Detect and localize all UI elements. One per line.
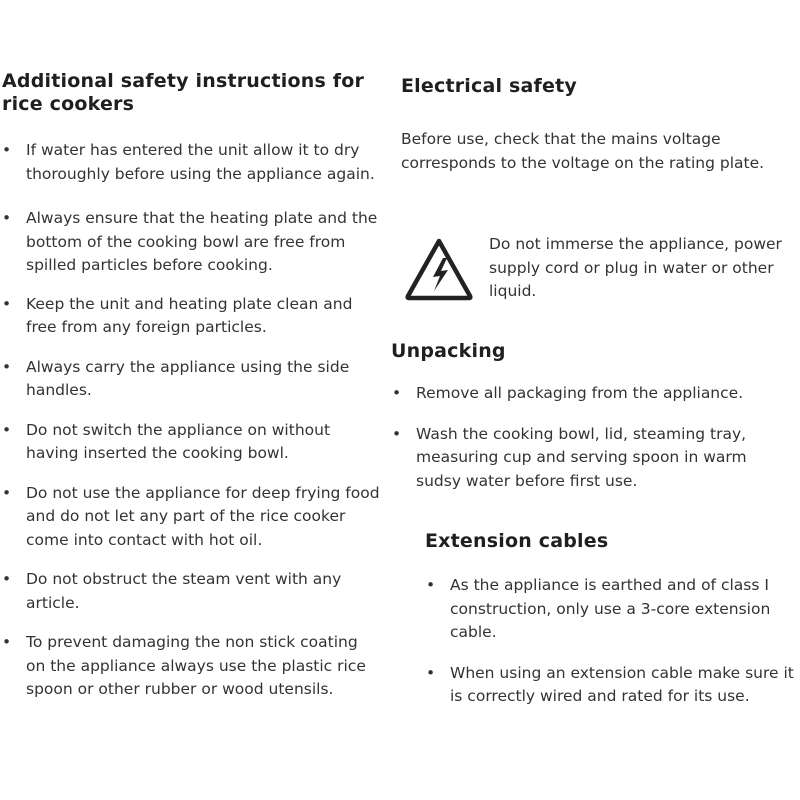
list-item-text: If water has entered the unit allow it to dry thoroughly before using the appliance again. <box>26 141 375 183</box>
list-item <box>392 382 796 406</box>
list-item-text: When using an extension cable make sure it is correctly wired and rated for its use. <box>450 663 794 705</box>
bullet-icon: • <box>2 141 12 159</box>
list-item <box>2 139 381 186</box>
list-item-text: As the appliance is earthed and of class I construction, only use a 3-core extension cable. <box>450 576 771 641</box>
bullet-icon: • <box>392 424 402 443</box>
electrical-safety-text: Before use, check that the mains voltage corresponds to the voltage on the rating plate. <box>401 130 765 172</box>
rice-cooker-safety-heading: Additional safety instructions for rice cookers <box>2 70 365 115</box>
list-item <box>2 631 381 702</box>
bullet-icon: • <box>392 384 402 402</box>
list-item <box>2 356 381 403</box>
bullet-icon: • <box>2 294 12 313</box>
bullet-icon: • <box>2 420 12 439</box>
bullet-icon: • <box>2 357 12 376</box>
bullet-icon: • <box>426 663 436 682</box>
immersion-warning-text: Do not immerse the appliance, power supply cord or plug in water or other liquid. <box>489 235 782 300</box>
list-item-text: Keep the unit and heating plate clean and free from any foreign particles. <box>26 294 353 336</box>
list-item-text: Always carry the appliance using the side handles. <box>26 357 350 399</box>
list-item <box>426 662 800 709</box>
list-item-text: Do not switch the appliance on without having inserted the cooking bowl. <box>26 420 331 462</box>
extension-cables-heading: Extension cables <box>425 530 609 552</box>
bullet-icon: • <box>426 576 436 594</box>
list-item <box>2 207 381 278</box>
list-item-text: Remove all packaging from the appliance. <box>416 384 744 402</box>
electrical-safety-heading: Electrical safety <box>401 75 577 97</box>
list-item-text: Wash the cooking bowl, lid, steaming tray, measuring cup and serving spoon in warm sudsy water before first use. <box>416 424 747 490</box>
list-item <box>2 482 381 553</box>
list-item-text: Always ensure that the heating plate and the bottom of the cooking bowl are free from spilled particles before cooking. <box>26 209 378 274</box>
list-item <box>2 419 381 466</box>
warning-triangle-icon <box>403 236 475 302</box>
list-item-text: To prevent damaging the non stick coating on the appliance always use the plastic rice spoon or other rubber or wood utensils. <box>26 633 366 698</box>
list-item <box>426 574 800 645</box>
extension-cables-list <box>426 574 800 709</box>
high-voltage-warning-icon <box>403 236 475 302</box>
list-item <box>2 568 381 615</box>
bullet-icon: • <box>2 209 12 227</box>
bullet-icon: • <box>2 633 12 651</box>
unpacking-list <box>392 382 796 493</box>
list-item-text: Do not use the appliance for deep frying food and do not let any part of the rice cooker come into contact with hot oil. <box>26 483 380 549</box>
list-item-text: Do not obstruct the steam vent with any article. <box>26 570 342 612</box>
rice-cooker-safety-list <box>2 139 381 718</box>
unpacking-heading: Unpacking <box>391 340 506 362</box>
bullet-icon: • <box>2 483 12 502</box>
list-item <box>392 423 796 494</box>
list-item <box>2 293 381 340</box>
bullet-icon: • <box>2 570 12 588</box>
